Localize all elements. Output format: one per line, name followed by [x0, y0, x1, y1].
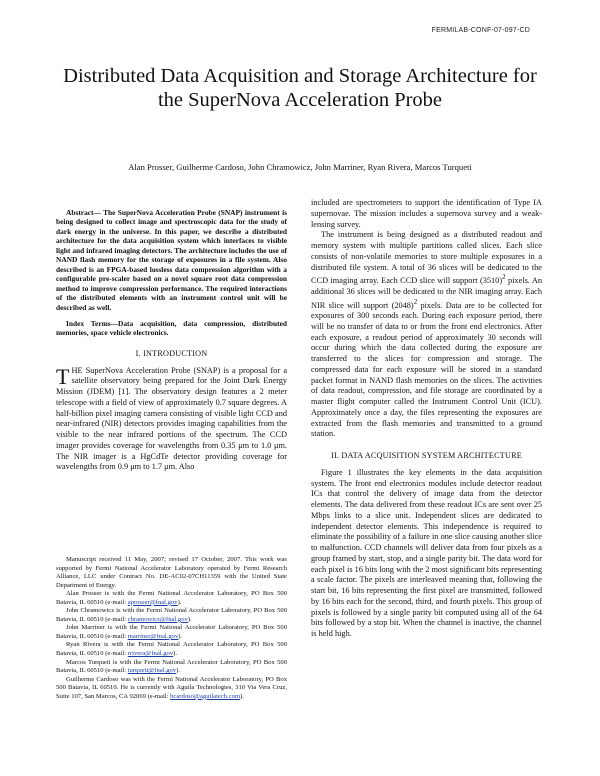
footnotes: [56, 556, 287, 701]
email-link-marriner[interactable]: marriner@fnal.gov: [127, 632, 179, 640]
footnote-close: ).: [173, 650, 178, 658]
left-column: [56, 208, 287, 473]
footnote-close: ).: [177, 598, 182, 606]
email-link-turqueti[interactable]: turqueti@fnal.gov: [127, 667, 177, 675]
paragraph-text: The instrument is being designed as a distributed readout and memory system with multiple partitions called slices. Each slice consists of non-volatile memories to store multiple exposures in a distributed file system. A total of 36 slices will be dedicated to the CCD imaging array. Each CCD slice will support (3510): [311, 230, 542, 286]
section-heading-architecture: II. DATA ACQUISITION SYSTEM ARCHITECTURE: [331, 451, 522, 461]
paragraph-text: pixels. Data are to be collected for exposures of 300 seconds each. During each exposure period, there will be no transfer of data to or from the front end electronics. After each exposure, a readout period of approximately 30 seconds will occur during which the data collected during the exposure are transferred to the slices for compression and storage. The compressed data for each exposure will be stored in a standard packet format in NAND flash memories on the slices. The activities of data readout, compression, and file storage are coordinated by a master flight computer called the Instrument Control Unit (ICU). Approximately once a day, the files representing the exposures are extracted from the flash memories and transmitted to a ground station.: [311, 300, 542, 439]
superscript: 2: [502, 274, 506, 282]
superscript: 2: [413, 298, 418, 306]
introduction-continuation: included are spectrometers to support the identification of Type IA supernovae. The mission includes a supernova survey and a weak-lensing survey.: [311, 198, 542, 229]
email-link-rivera[interactable]: rrivera@fnal.gov: [127, 650, 174, 658]
footnote-turqueti: [56, 659, 287, 676]
footnote-text: John Chramowicz is with the Fermi National Accelerator Laboratory, PO Box 500 Batavia, IL 60510 (e-mail:: [56, 607, 287, 623]
footnote-close: ).: [178, 632, 183, 640]
footnote-text: Marcos Turqueti is with the Fermi National Accelerator Laboratory, PO Box 500 Batavia, IL 60510 (e-mail:: [56, 658, 287, 675]
footnote-close: ).: [176, 667, 180, 675]
footnote-marriner: [56, 624, 287, 641]
footnote-text: John Marriner is with the Fermi National Accelerator Laboratory, PO Box 500 Batavia, IL 60510 (e-mail:: [56, 624, 287, 640]
email-link-cardoso[interactable]: bcardoso@aguilatech.com: [170, 692, 241, 700]
paragraph-text: pixels. An additional 36 slices will be dedicated to the NIR imaging array. Each NIR slice will support (2048): [311, 276, 542, 310]
footnote-rivera: [56, 641, 287, 658]
footnote-text: Ryan Rivera is with the Fermi National Accelerator Laboratory, PO Box 500 Batavia, IL 60510 (e-mail:: [56, 641, 287, 658]
footnote-close: ).: [187, 615, 192, 623]
author-list: Alan Prosser, Guilherme Cardoso, John Chramowicz, John Marriner, Ryan Rivera, Marcos Turqueti: [128, 162, 472, 172]
email-link-prosser[interactable]: aprosser@fnal.gov: [127, 598, 178, 606]
footnote-text: Guilherme Cardoso was with the Fermi National Accelerator Laboratory, PO Box 500 Batavia, IL 60510. He is currently with Aguila Technologies, 310 Via Vera Cruz, Suite 107, San Marcos, CA 92069 (e-mail:: [56, 675, 287, 700]
introduction-paragraph-2: [311, 230, 542, 440]
abstract: Abstract— The SuperNova Acceleration Probe (SNAP) instrument is being designed to collect image and spectroscopic data for the study of dark energy in the universe. In this paper, we describe a distributed architecture for the data acquisition system which interfaces to visible light and infrared imaging detectors. The architecture includes the use of NAND flash memory for the storage of exposures in a file system. Also described is an FPGA-based lossless data compression algorithm with a configurable pre-scaler based on a novel square root data compression method to improve compression performance. The required interactions of the distributed elements with an instrument control unit will be described as well.: [56, 208, 287, 312]
index-terms: Index Terms—Data acquisition, data compression, distributed memories, space vehicle electronics.: [56, 318, 287, 338]
footnote-close: ).: [240, 692, 244, 700]
paper-title: Distributed Data Acquisition and Storage Architecture for the SuperNova Acceleration Probe: [63, 65, 537, 111]
right-column: [311, 198, 542, 640]
footnote-text: Alan Prosser is with the Fermi National Accelerator Laboratory, PO Box 500 Batavia, IL 60510 (e-mail:: [56, 590, 287, 606]
footnote-cardoso: [56, 676, 287, 702]
footnote-received: Manuscript received 11 May, 2007; revised 17 October, 2007. This work was supported by Fermi National Accelerator Laboratory operated by Fermi Research Alliance, LLC under Contract No. DE-AC02-07CH11359 with the United State Department of Energy.: [56, 556, 287, 589]
footnote-chramowicz: [56, 607, 287, 624]
footnote-prosser: [56, 590, 287, 607]
architecture-paragraph: Figure 1 illustrates the key elements in the data acquisition system. The front end electronics modules include detector readout ICs that control the delivery of image data from the detector elements. The data delivered from these readout ICs are sent over 25 Mbps links to a slice unit. Independent slices are dedicated to independent detector elements. This independence is required to eliminate the possibility of a failure in one slice causing another slice to malfunction. CCD channels will deliver data from four pixels as a group framed by start, stop, and a single parity bit. The data word for each pixel is 16 bits long with the 2 most significant bits representing a scale factor. The pixels are interleaved meaning that, following the start bit, 16 bits representing the first pixel are transmitted, followed by 16 bits each for the second, third, and fourth pixels. This group of pixels is followed by a single parity bit computed using all of the 64 bits followed by a stop bit. When the channel is inactive, the channel is held high.: [311, 467, 542, 639]
introduction-paragraph: THE SuperNova Acceleration Probe (SNAP) is a proposal for a satellite observatory being prepared for the Joint Dark Energy Mission (JDEM) [1]. The observatory design features a 2 meter telescope with a field of view of approximately 0.7 square degrees. A half-billion pixel imaging camera consisting of visible light CCD and near-infrared (NIR) detectors provides imaging capabilities from the visible to the near infrared portions of the spectrum. The CCD imager provides coverage for wavelengths from 0.35 μm to 1.0 μm. The NIR imager is a HgCdTe detector providing coverage for wavelengths from 0.9 μm to 1.7 μm. Also: [56, 363, 287, 472]
report-number: FERMILAB-CONF-07-097-CD: [431, 27, 530, 34]
section-heading-introduction: I. INTRODUCTION: [135, 348, 208, 358]
email-link-chramowicz[interactable]: chramowicz@fnal.gov: [127, 615, 188, 623]
